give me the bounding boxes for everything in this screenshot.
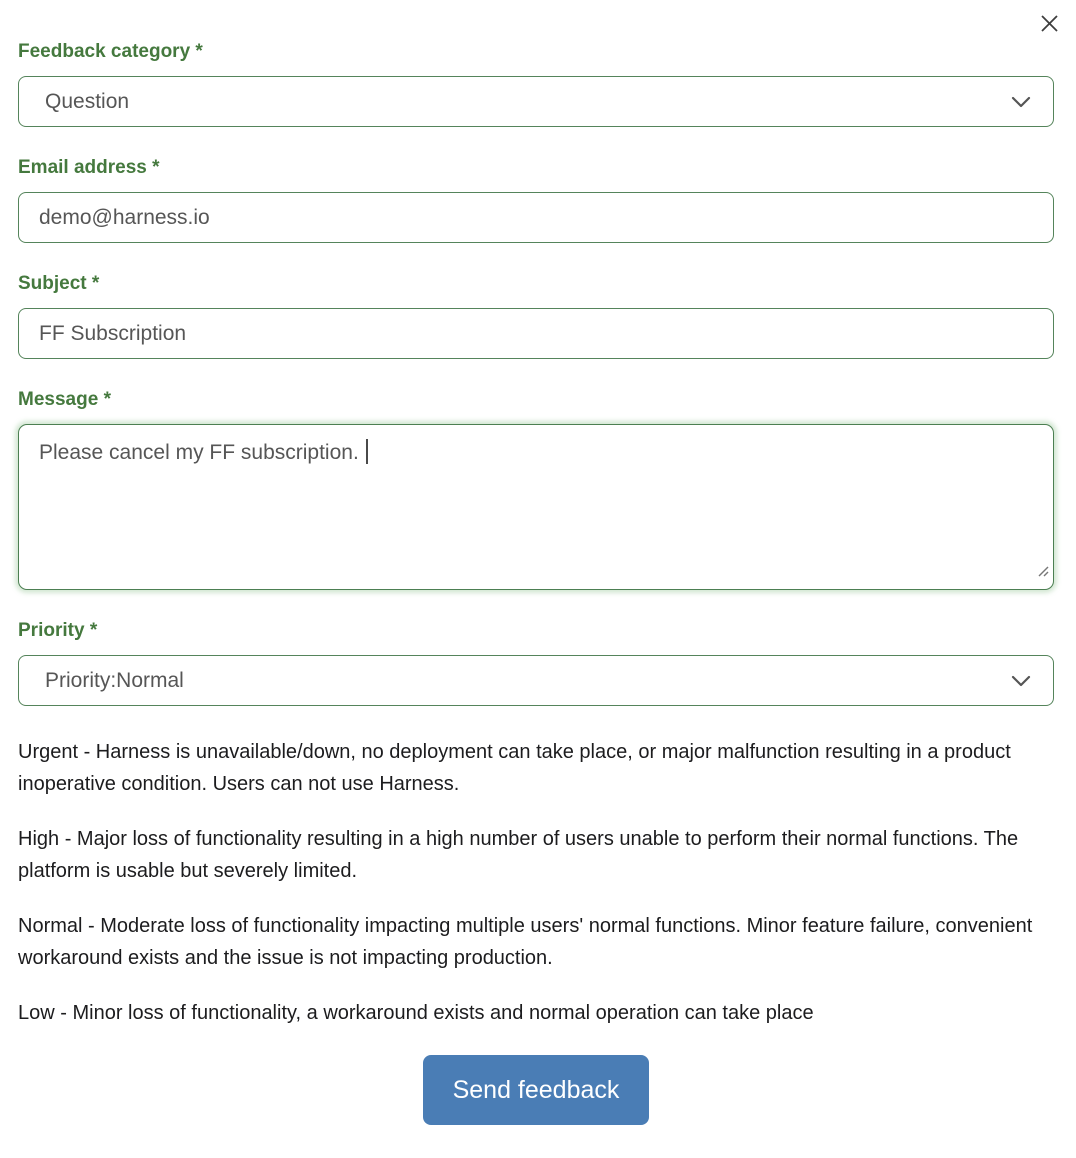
subject-label (18, 272, 1054, 295)
subject-label-text: Subject (18, 273, 87, 294)
message-text: Please cancel my FF subscription. (39, 441, 365, 464)
message-label-text: Message (18, 389, 99, 410)
send-feedback-button[interactable]: Send feedback (423, 1055, 650, 1125)
feedback-category-select[interactable] (18, 76, 1054, 127)
text-caret (366, 439, 368, 464)
feedback-category-label (18, 40, 1054, 63)
email-label (18, 156, 1054, 179)
field-feedback-category (18, 0, 1054, 127)
priority-description-normal: Normal - Moderate loss of functionality impacting multiple users' normal functions. Minor feature failure, convenient workaround exists and the issue is not impacting production. (18, 915, 1033, 969)
resize-handle-icon[interactable] (1035, 556, 1049, 586)
priority-value: Priority:Normal (45, 668, 184, 692)
feedback-category-label-text: Feedback category (18, 41, 191, 62)
priority-description-urgent: Urgent - Harness is unavailable/down, no deployment can take place, or major malfunction resulting in a product inoperative condition. Users can not use Harness. (18, 741, 1011, 795)
message-label (18, 388, 1054, 411)
priority-description-low: Low - Minor loss of functionality, a workaround exists and normal operation can take place (18, 1002, 814, 1024)
priority-label (18, 619, 1054, 642)
feedback-category-value: Question (45, 89, 130, 113)
email-input[interactable] (18, 192, 1054, 243)
priority-description-high: High - Major loss of functionality resulting in a high number of users unable to perform their normal functions. The platform is usable but severely limited. (18, 828, 1019, 882)
chevron-down-icon (1011, 675, 1031, 687)
field-email (18, 156, 1054, 243)
required-asterisk: * (89, 620, 98, 641)
field-priority (18, 619, 1054, 706)
email-label-text: Email address (18, 157, 147, 178)
field-message (18, 388, 1054, 590)
priority-label-text: Priority (18, 620, 85, 641)
required-asterisk: * (152, 157, 160, 178)
required-asterisk: * (91, 273, 100, 294)
message-textarea[interactable] (18, 424, 1054, 590)
field-subject (18, 272, 1054, 359)
priority-select[interactable] (18, 655, 1054, 706)
required-asterisk: * (103, 389, 111, 410)
chevron-down-icon (1011, 96, 1031, 108)
priority-descriptions (18, 736, 1054, 1029)
close-icon (1040, 14, 1059, 36)
submit-row (18, 1055, 1054, 1125)
required-asterisk: * (195, 41, 203, 62)
close-button[interactable] (1036, 12, 1062, 38)
subject-input[interactable] (18, 308, 1054, 359)
